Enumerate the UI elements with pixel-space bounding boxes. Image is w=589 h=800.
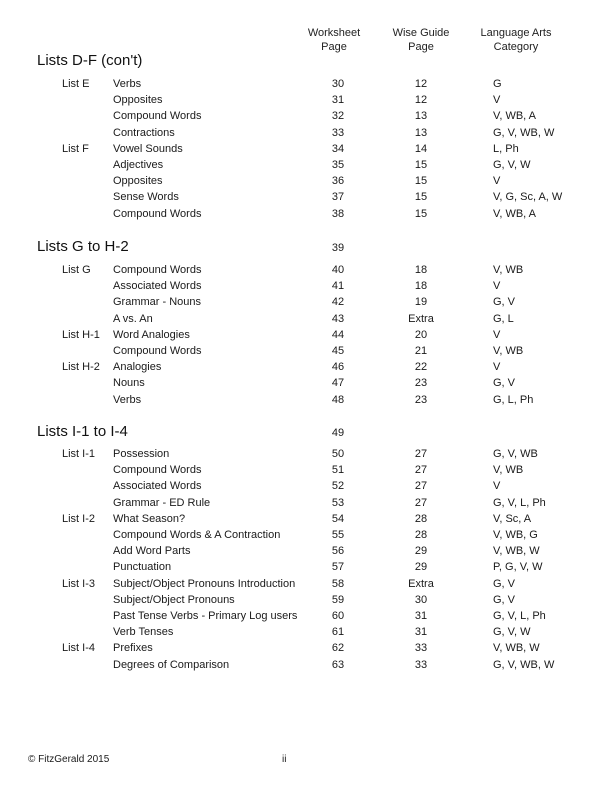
language-arts-cell: V, WB [493, 345, 524, 357]
header-langarts-line2: Category [493, 41, 539, 53]
topic-cell: Prefixes [113, 642, 153, 655]
topic-cell: Word Analogies [113, 328, 190, 341]
wise-guide-page-cell: 13 [414, 126, 428, 139]
language-arts-cell: V [493, 361, 501, 374]
topic-cell: What Season? [113, 512, 186, 525]
wise-guide-page-cell: 27 [414, 480, 428, 493]
list-label: List I-1 [62, 448, 96, 460]
language-arts-cell: G, L, Ph [493, 393, 534, 406]
topic-cell: Opposites [113, 94, 163, 107]
table-row [0, 294, 589, 310]
worksheet-page-cell: 45 [331, 345, 345, 357]
topic-cell: A vs. An [113, 312, 153, 325]
header-langarts-line1: Language Arts [480, 27, 552, 39]
language-arts-cell: V, WB [493, 264, 524, 276]
worksheet-page-cell: 30 [331, 78, 345, 90]
table-row [0, 462, 589, 478]
topic-cell: Contractions [113, 126, 175, 139]
topic-cell: Degrees of Comparison [113, 658, 230, 671]
table-row [0, 495, 589, 511]
worksheet-page-cell: 61 [331, 626, 345, 639]
table-row [0, 92, 589, 108]
wise-guide-page-cell: 28 [414, 529, 428, 541]
language-arts-cell: G, V, WB, W [493, 126, 555, 139]
table-row [0, 446, 589, 462]
table-row [0, 157, 589, 173]
list-label: List H-2 [62, 361, 100, 374]
worksheet-page-cell: 56 [331, 545, 345, 558]
worksheet-page-cell: 40 [331, 264, 345, 276]
language-arts-cell: V, WB [493, 464, 524, 477]
wise-guide-page-cell: 13 [414, 110, 428, 123]
list-label: List G [62, 264, 91, 276]
wise-guide-page-cell: 15 [414, 159, 428, 171]
wise-guide-page-cell: 12 [414, 94, 428, 107]
topic-cell: Grammar - ED Rule [113, 496, 211, 509]
table-row [0, 125, 589, 141]
wise-guide-page-cell: 14 [414, 142, 428, 155]
wise-guide-page-cell: 33 [414, 642, 428, 655]
list-label: List H-1 [62, 328, 100, 341]
worksheet-page-cell: 43 [331, 312, 345, 325]
table-row [0, 392, 589, 408]
header-worksheet-line1: Worksheet [307, 27, 361, 39]
language-arts-cell: G, V, L, Ph [493, 496, 546, 509]
table-row [0, 189, 589, 205]
table-row [0, 624, 589, 640]
table-row [0, 173, 589, 189]
table-row [0, 559, 589, 575]
topic-cell: Add Word Parts [113, 545, 191, 558]
wise-guide-page-cell: 23 [414, 377, 428, 390]
worksheet-page-cell: 34 [331, 142, 345, 155]
topic-cell: Possession [113, 448, 170, 460]
section-worksheet-page: 49 [331, 427, 345, 439]
language-arts-cell: V [493, 94, 501, 107]
topic-cell: Nouns [113, 377, 145, 390]
list-label: List I-4 [62, 642, 96, 655]
language-arts-cell: G, V, WB [493, 448, 538, 460]
topic-cell: Grammar - Nouns [113, 296, 202, 309]
topic-cell: Past Tense Verbs - Primary Log users [113, 610, 298, 622]
wise-guide-page-cell: 31 [414, 610, 428, 622]
topic-cell: Opposites [113, 175, 163, 188]
table-row [0, 543, 589, 559]
worksheet-page-cell: 37 [331, 191, 345, 204]
worksheet-page-cell: 46 [331, 361, 345, 374]
wise-guide-page-cell: 33 [414, 658, 428, 671]
wise-guide-page-cell: 20 [414, 328, 428, 341]
list-label: List I-3 [62, 577, 96, 590]
table-row [0, 262, 589, 278]
wise-guide-page-cell: 28 [414, 512, 428, 525]
table-row [0, 375, 589, 391]
language-arts-cell: G, V, L, Ph [493, 610, 546, 622]
topic-cell: Adjectives [113, 159, 164, 171]
table-row [0, 311, 589, 327]
wise-guide-page-cell: 15 [414, 191, 428, 204]
header-worksheet-line2: Page [321, 41, 347, 53]
header-wise-guide-page [386, 26, 456, 54]
table-row [0, 608, 589, 624]
language-arts-cell: V, WB, A [493, 110, 537, 123]
topic-cell: Compound Words [113, 207, 202, 220]
topic-cell: Verbs [113, 78, 142, 90]
worksheet-page-cell: 35 [331, 159, 345, 171]
wise-guide-page-cell: 29 [414, 561, 428, 574]
table-row [0, 359, 589, 375]
topic-cell: Vowel Sounds [113, 142, 183, 155]
section-worksheet-page: 39 [331, 242, 345, 254]
header-wiseguide-line1: Wise Guide [392, 27, 450, 39]
table-row [0, 327, 589, 343]
language-arts-cell: V, WB, W [493, 642, 540, 655]
language-arts-cell: V [493, 480, 501, 493]
worksheet-page-cell: 42 [331, 296, 345, 309]
wise-guide-page-cell: 12 [414, 78, 428, 90]
topic-cell: Sense Words [113, 191, 179, 204]
wise-guide-page-cell: 31 [414, 626, 428, 639]
worksheet-page-cell: 53 [331, 496, 345, 509]
wise-guide-page-cell: 29 [414, 545, 428, 558]
table-row [0, 478, 589, 494]
worksheet-page-cell: 33 [331, 126, 345, 139]
section-title: Lists D-F (con't) [37, 52, 143, 69]
wise-guide-page-cell: 15 [414, 175, 428, 188]
header-worksheet-page [296, 26, 372, 54]
worksheet-page-cell: 38 [331, 207, 345, 220]
wise-guide-page-cell: 30 [414, 593, 428, 606]
language-arts-cell: V [493, 175, 501, 188]
worksheet-page-cell: 59 [331, 593, 345, 606]
wise-guide-page-cell: 15 [414, 207, 428, 220]
table-row [0, 640, 589, 656]
table-row [0, 278, 589, 294]
wise-guide-page-cell: 18 [414, 280, 428, 293]
language-arts-cell: L, Ph [493, 142, 519, 155]
language-arts-cell: V, WB, G [493, 529, 538, 541]
language-arts-cell: V [493, 280, 501, 293]
language-arts-cell: G, V [493, 577, 516, 590]
list-label: List E [62, 78, 90, 90]
table-row [0, 527, 589, 543]
language-arts-cell: G, V [493, 593, 516, 606]
language-arts-cell: G, V [493, 377, 516, 390]
language-arts-cell: V [493, 328, 501, 341]
worksheet-page-cell: 63 [331, 658, 345, 671]
table-row [0, 108, 589, 124]
section-title: Lists G to H-2 [37, 238, 129, 255]
language-arts-cell: G [493, 78, 502, 90]
worksheet-page-cell: 52 [331, 480, 345, 493]
wise-guide-page-cell: Extra [408, 312, 434, 325]
worksheet-page-cell: 31 [331, 94, 345, 107]
table-row [0, 592, 589, 608]
worksheet-page-cell: 48 [331, 393, 345, 406]
worksheet-page-cell: 60 [331, 610, 345, 622]
topic-cell: Associated Words [113, 280, 202, 293]
worksheet-page-cell: 44 [331, 328, 345, 341]
topic-cell: Verbs [113, 393, 142, 406]
language-arts-cell: G, V [493, 296, 516, 309]
worksheet-page-cell: 62 [331, 642, 345, 655]
header-language-arts-category [476, 26, 556, 54]
topic-cell: Punctuation [113, 561, 172, 574]
worksheet-page-cell: 54 [331, 512, 345, 525]
topic-cell: Compound Words [113, 464, 202, 477]
topic-cell: Verb Tenses [113, 626, 174, 639]
language-arts-cell: V, Sc, A [493, 512, 532, 525]
worksheet-page-cell: 51 [331, 464, 345, 477]
language-arts-cell: V, WB, W [493, 545, 540, 558]
language-arts-cell: G, L [493, 312, 514, 325]
language-arts-cell: V, G, Sc, A, W [493, 191, 563, 204]
table-row [0, 576, 589, 592]
topic-cell: Compound Words [113, 264, 202, 276]
topic-cell: Subject/Object Pronouns Introduction [113, 577, 296, 590]
section-title: Lists I-1 to I-4 [37, 423, 128, 440]
worksheet-page-cell: 58 [331, 577, 345, 590]
table-row [0, 343, 589, 359]
wise-guide-page-cell: 21 [414, 345, 428, 357]
wise-guide-page-cell: Extra [408, 577, 434, 590]
worksheet-page-cell: 57 [331, 561, 345, 574]
wise-guide-page-cell: 27 [414, 464, 428, 477]
worksheet-page-cell: 32 [331, 110, 345, 123]
language-arts-cell: V, WB, A [493, 207, 537, 220]
topic-cell: Compound Words & A Contraction [113, 529, 281, 541]
wise-guide-page-cell: 27 [414, 448, 428, 460]
table-row [0, 657, 589, 673]
wise-guide-page-cell: 22 [414, 361, 428, 374]
table-row [0, 76, 589, 92]
topic-cell: Analogies [113, 361, 162, 374]
footer-copyright: © FitzGerald 2015 [28, 754, 110, 765]
topic-cell: Compound Words [113, 345, 202, 357]
topic-cell: Compound Words [113, 110, 202, 123]
worksheet-page-cell: 50 [331, 448, 345, 460]
worksheet-page-cell: 36 [331, 175, 345, 188]
language-arts-cell: G, V, WB, W [493, 658, 555, 671]
language-arts-cell: P, G, V, W [493, 561, 543, 574]
wise-guide-page-cell: 23 [414, 393, 428, 406]
topic-cell: Associated Words [113, 480, 202, 493]
header-wiseguide-line2: Page [408, 41, 434, 53]
table-row [0, 206, 589, 222]
language-arts-cell: G, V, W [493, 159, 531, 171]
wise-guide-page-cell: 27 [414, 496, 428, 509]
worksheet-page-cell: 41 [331, 280, 345, 293]
table-row [0, 141, 589, 157]
language-arts-cell: G, V, W [493, 626, 531, 639]
table-row [0, 511, 589, 527]
list-label: List F [62, 142, 89, 155]
wise-guide-page-cell: 18 [414, 264, 428, 276]
footer-page-number: ii [282, 754, 287, 765]
worksheet-page-cell: 55 [331, 529, 345, 541]
wise-guide-page-cell: 19 [414, 296, 428, 309]
worksheet-page-cell: 47 [331, 377, 345, 390]
list-label: List I-2 [62, 512, 96, 525]
topic-cell: Subject/Object Pronouns [113, 593, 235, 606]
